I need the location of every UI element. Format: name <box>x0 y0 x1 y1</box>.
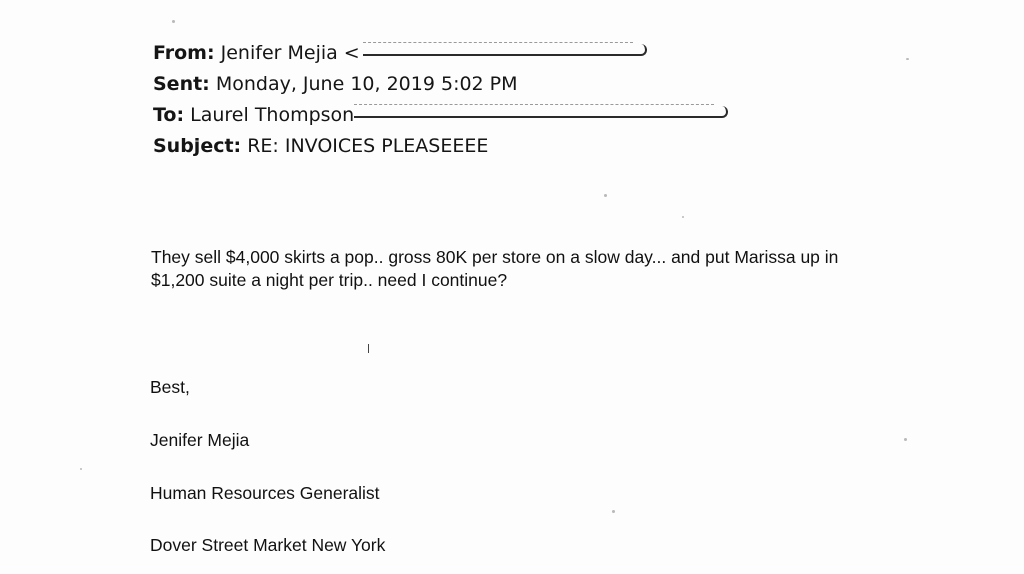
email-header <box>153 38 728 162</box>
scan-speck <box>172 20 175 23</box>
signature-title: Human Resources Generalist <box>150 483 380 503</box>
signature-closing: Best, <box>150 377 190 397</box>
sent-value: Monday, June 10, 2019 5:02 PM <box>215 73 518 95</box>
scan-speck <box>904 438 907 441</box>
stray-mark <box>368 344 369 353</box>
sent-label: Sent: <box>153 73 210 95</box>
to-label: To: <box>153 104 185 126</box>
redacted-from-address <box>363 44 647 56</box>
subject-label: Subject: <box>153 135 242 157</box>
signature-company: Dover Street Market New York <box>150 535 386 555</box>
scan-speck <box>80 468 82 470</box>
to-value: Laurel Thompson <box>190 104 355 126</box>
scan-speck <box>612 510 615 513</box>
subject-line <box>153 131 728 162</box>
scan-speck <box>682 216 684 218</box>
signature-name: Jenifer Mejia <box>150 430 250 450</box>
from-value: Jenifer Mejia < <box>220 42 360 64</box>
sent-line <box>153 69 728 100</box>
redacted-to-address <box>354 106 728 118</box>
from-line <box>153 38 728 69</box>
email-body: They sell $4,000 skirts a pop.. gross 80K per store on a slow day... and put Marissa up in $1,200 suite a night per trip.. need I continue? <box>151 247 839 290</box>
scan-speck <box>604 194 607 197</box>
to-line <box>153 100 728 131</box>
scan-speck <box>906 58 909 60</box>
from-label: From: <box>153 42 215 64</box>
subject-value: RE: INVOICES PLEASEEEE <box>247 135 489 157</box>
